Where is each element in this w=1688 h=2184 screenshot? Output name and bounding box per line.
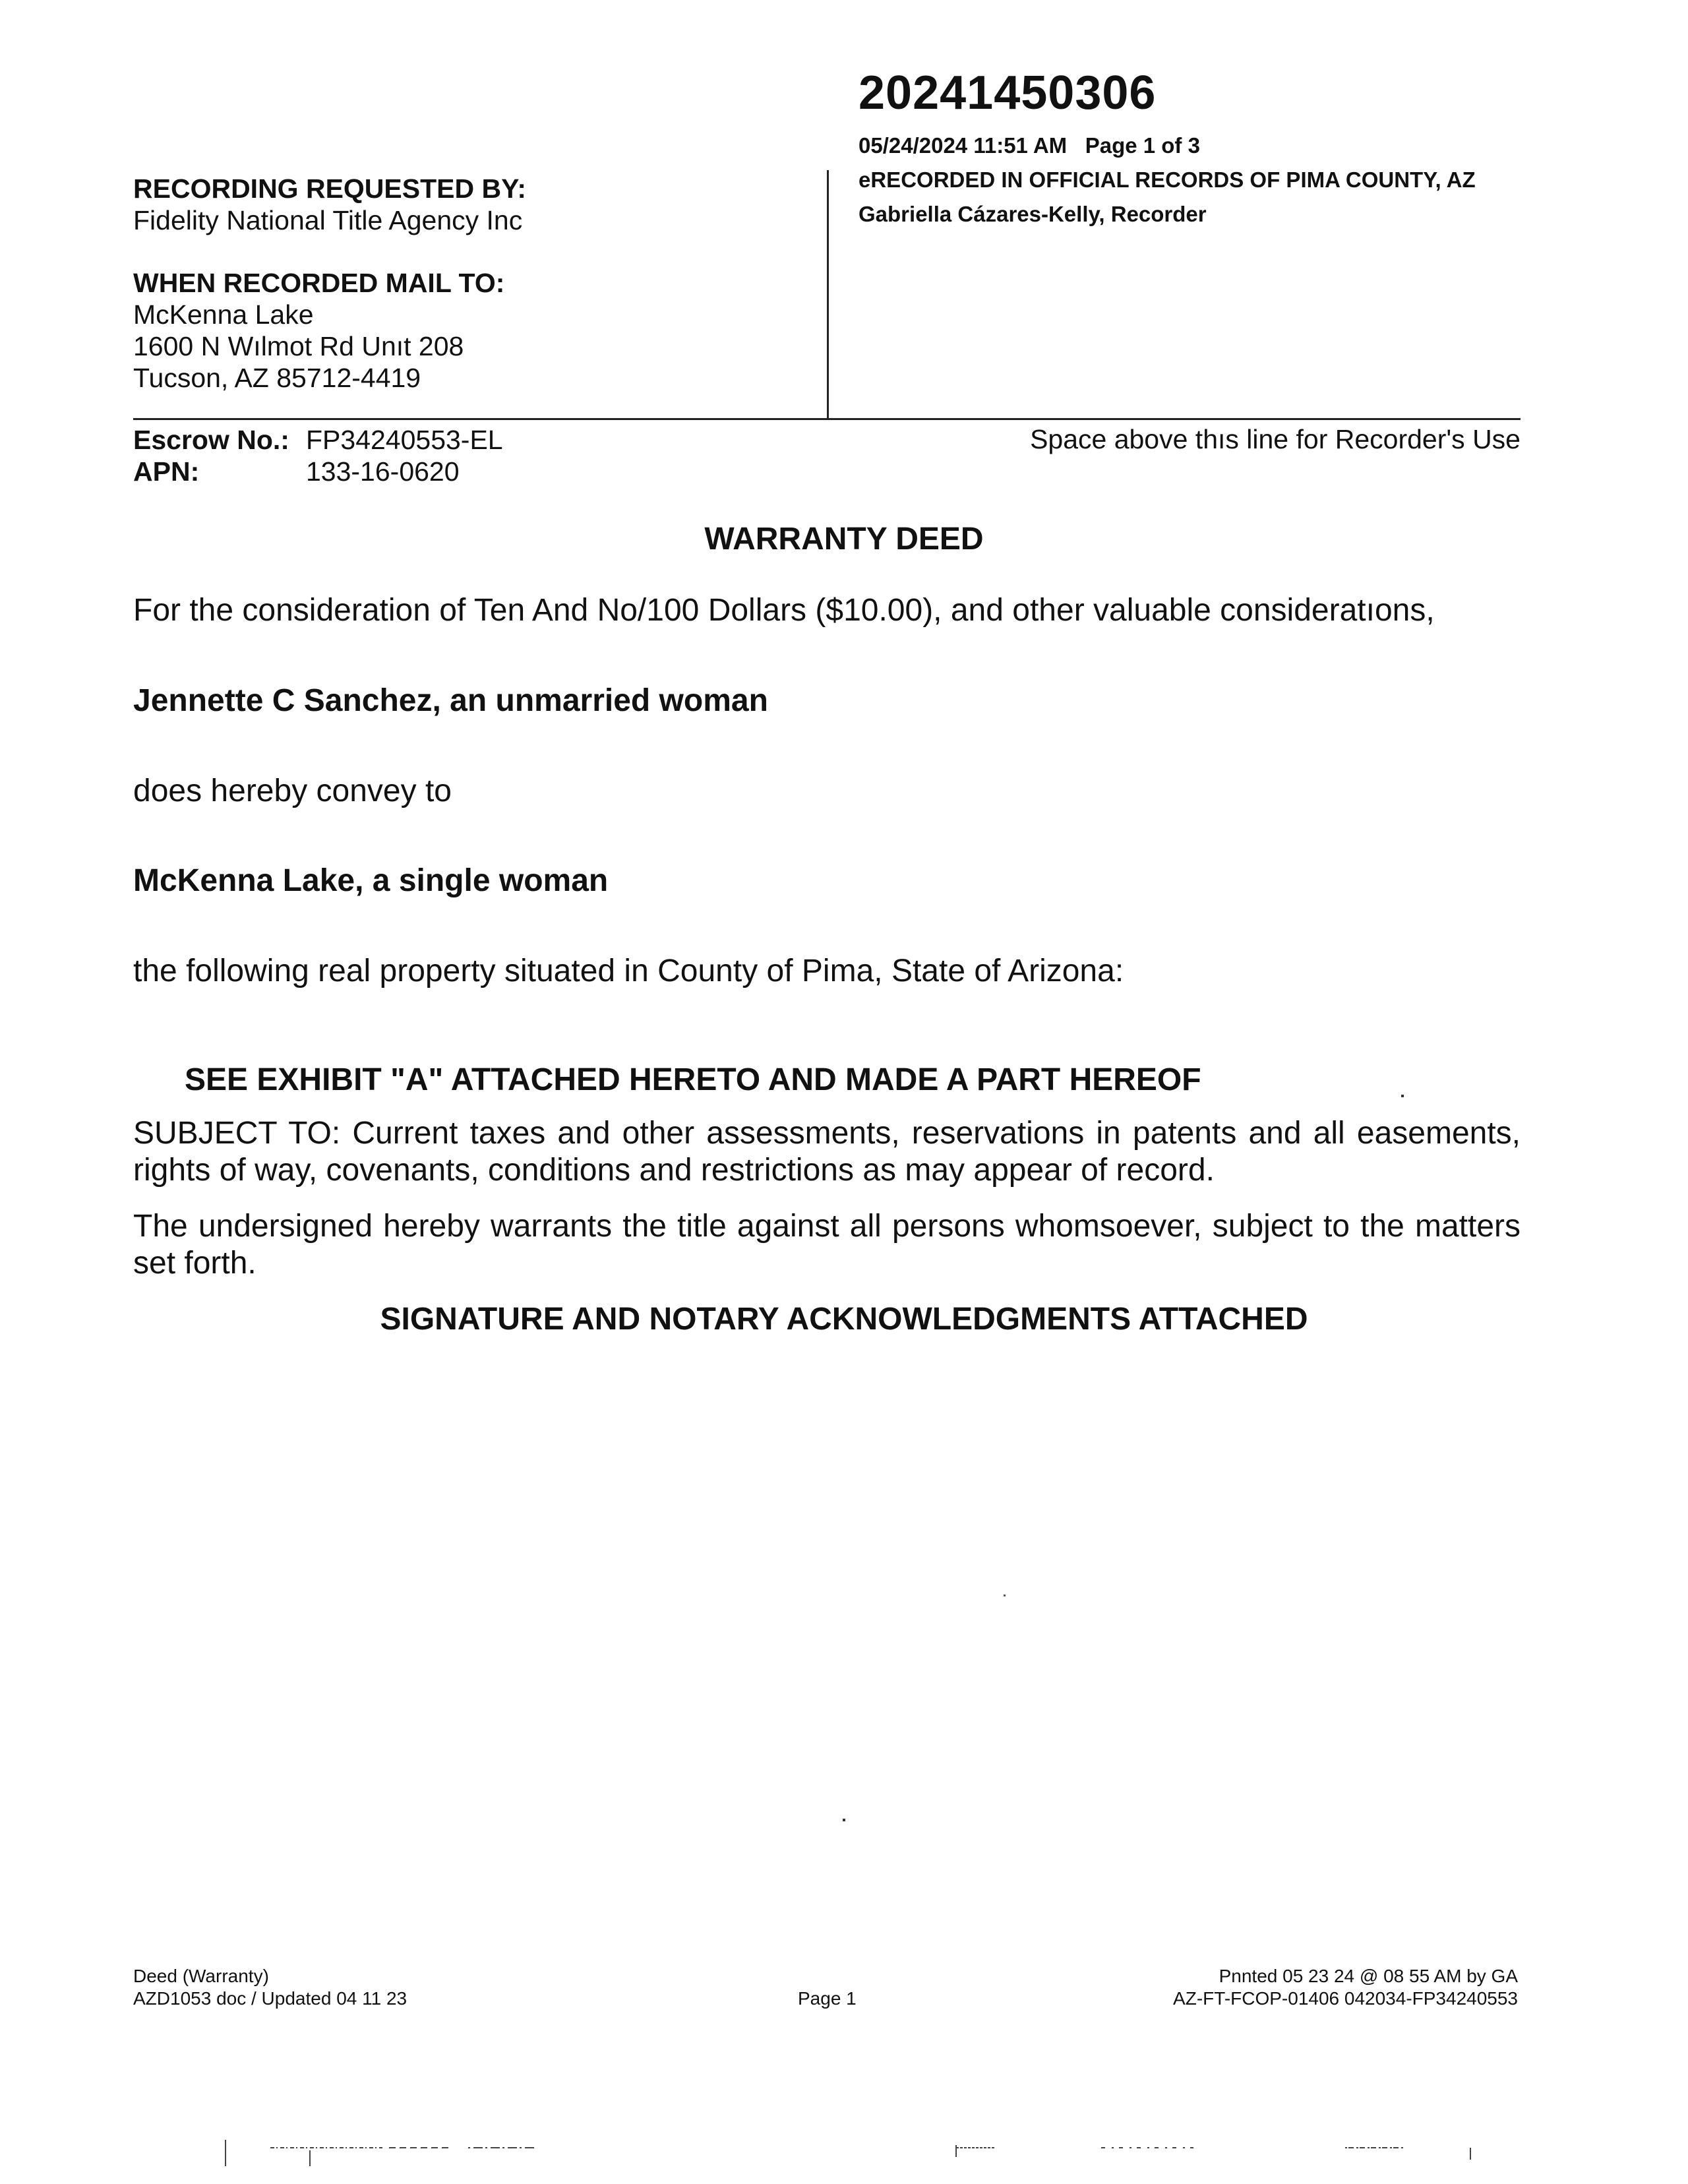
- footer-form-code: AZD1053 doc / Updated 04 11 23: [133, 1988, 407, 2009]
- header-divider-vertical: [827, 170, 829, 418]
- footer-form-name: Deed (Warranty): [133, 1966, 269, 1986]
- scan-speck: [1004, 1594, 1006, 1596]
- grantor-name: Jennette C Sanchez, an unmarried woman: [133, 683, 768, 718]
- recording-page: Page 1 of 3: [1085, 133, 1200, 158]
- footer-left: [133, 1965, 407, 2010]
- escrow-block: [133, 424, 503, 487]
- recording-date: 05/24/2024 11:51 AM: [859, 133, 1068, 158]
- exhibit-reference: SEE EXHIBIT "A" ATTACHED HERETO AND MADE A PART HEREOF: [185, 1062, 1201, 1097]
- recording-requested-block: [133, 173, 526, 236]
- recording-number: 20241450306: [859, 67, 1157, 119]
- apn-value: 133-16-0620: [306, 456, 460, 487]
- escrow-value: FP34240553-EL: [306, 425, 503, 455]
- mail-to-address1: 1600 N Wılmot Rd Unıt 208: [133, 331, 464, 361]
- apn-label: APN:: [133, 456, 200, 487]
- mail-to-address2: Tucson, AZ 85712-4419: [133, 363, 421, 393]
- scan-speck: [843, 1819, 845, 1821]
- recording-requested-name: Fidelity National Title Agency Inc: [133, 205, 523, 235]
- footer-printed: Pnnted 05 23 24 @ 08 55 AM by GA: [1219, 1966, 1518, 1986]
- scan-speck: [1401, 1095, 1404, 1097]
- recording-requested-label: RECORDING REQUESTED BY:: [133, 173, 527, 204]
- recorded-in-line: eRECORDED IN OFFICIAL RECORDS OF PIMA COUNTY, AZ: [859, 167, 1476, 192]
- recorder-name: Gabriella Cázares-Kelly, Recorder: [859, 202, 1207, 226]
- recording-meta: [859, 129, 1476, 231]
- apn-row: [133, 456, 503, 487]
- scan-edge-artifacts: [165, 2133, 1523, 2173]
- subject-to-paragraph: SUBJECT TO: Current taxes and other assessments, reservations in patents and all easements, rights of way, covenants, conditions and restrictions as may appear of record.: [133, 1116, 1521, 1188]
- mail-to-block: [133, 267, 504, 394]
- document-title: WARRANTY DEED: [704, 522, 984, 557]
- consideration-text: For the consideration of Ten And No/100 Dollars ($10.00), and other valuable consideratıons,: [133, 593, 1435, 628]
- warranty-paragraph: The undersigned hereby warrants the title against all persons whomsoever, subject to the matters set forth.: [133, 1209, 1521, 1281]
- escrow-row: [133, 424, 503, 456]
- signature-notary-note: SIGNATURE AND NOTARY ACKNOWLEDGMENTS ATTACHED: [380, 1302, 1308, 1337]
- recorder-space-note: Space above thıs line for Recorder's Use: [1030, 424, 1521, 454]
- footer-page-number: Page 1: [798, 1988, 857, 2009]
- property-text: the following real property situated in County of Pima, State of Arizona:: [133, 954, 1124, 988]
- recording-date-line: [859, 129, 1476, 163]
- footer-right: [1173, 1965, 1518, 2010]
- mail-to-label: WHEN RECORDED MAIL TO:: [133, 268, 505, 298]
- convey-text: does hereby convey to: [133, 774, 452, 808]
- recorder-space-divider: [133, 418, 1521, 420]
- footer-file-code: AZ-FT-FCOP-01406 042034-FP34240553: [1173, 1988, 1518, 2009]
- mail-to-name: McKenna Lake: [133, 299, 314, 330]
- grantee-name: McKenna Lake, a single woman: [133, 863, 609, 898]
- escrow-label: Escrow No.:: [133, 425, 289, 455]
